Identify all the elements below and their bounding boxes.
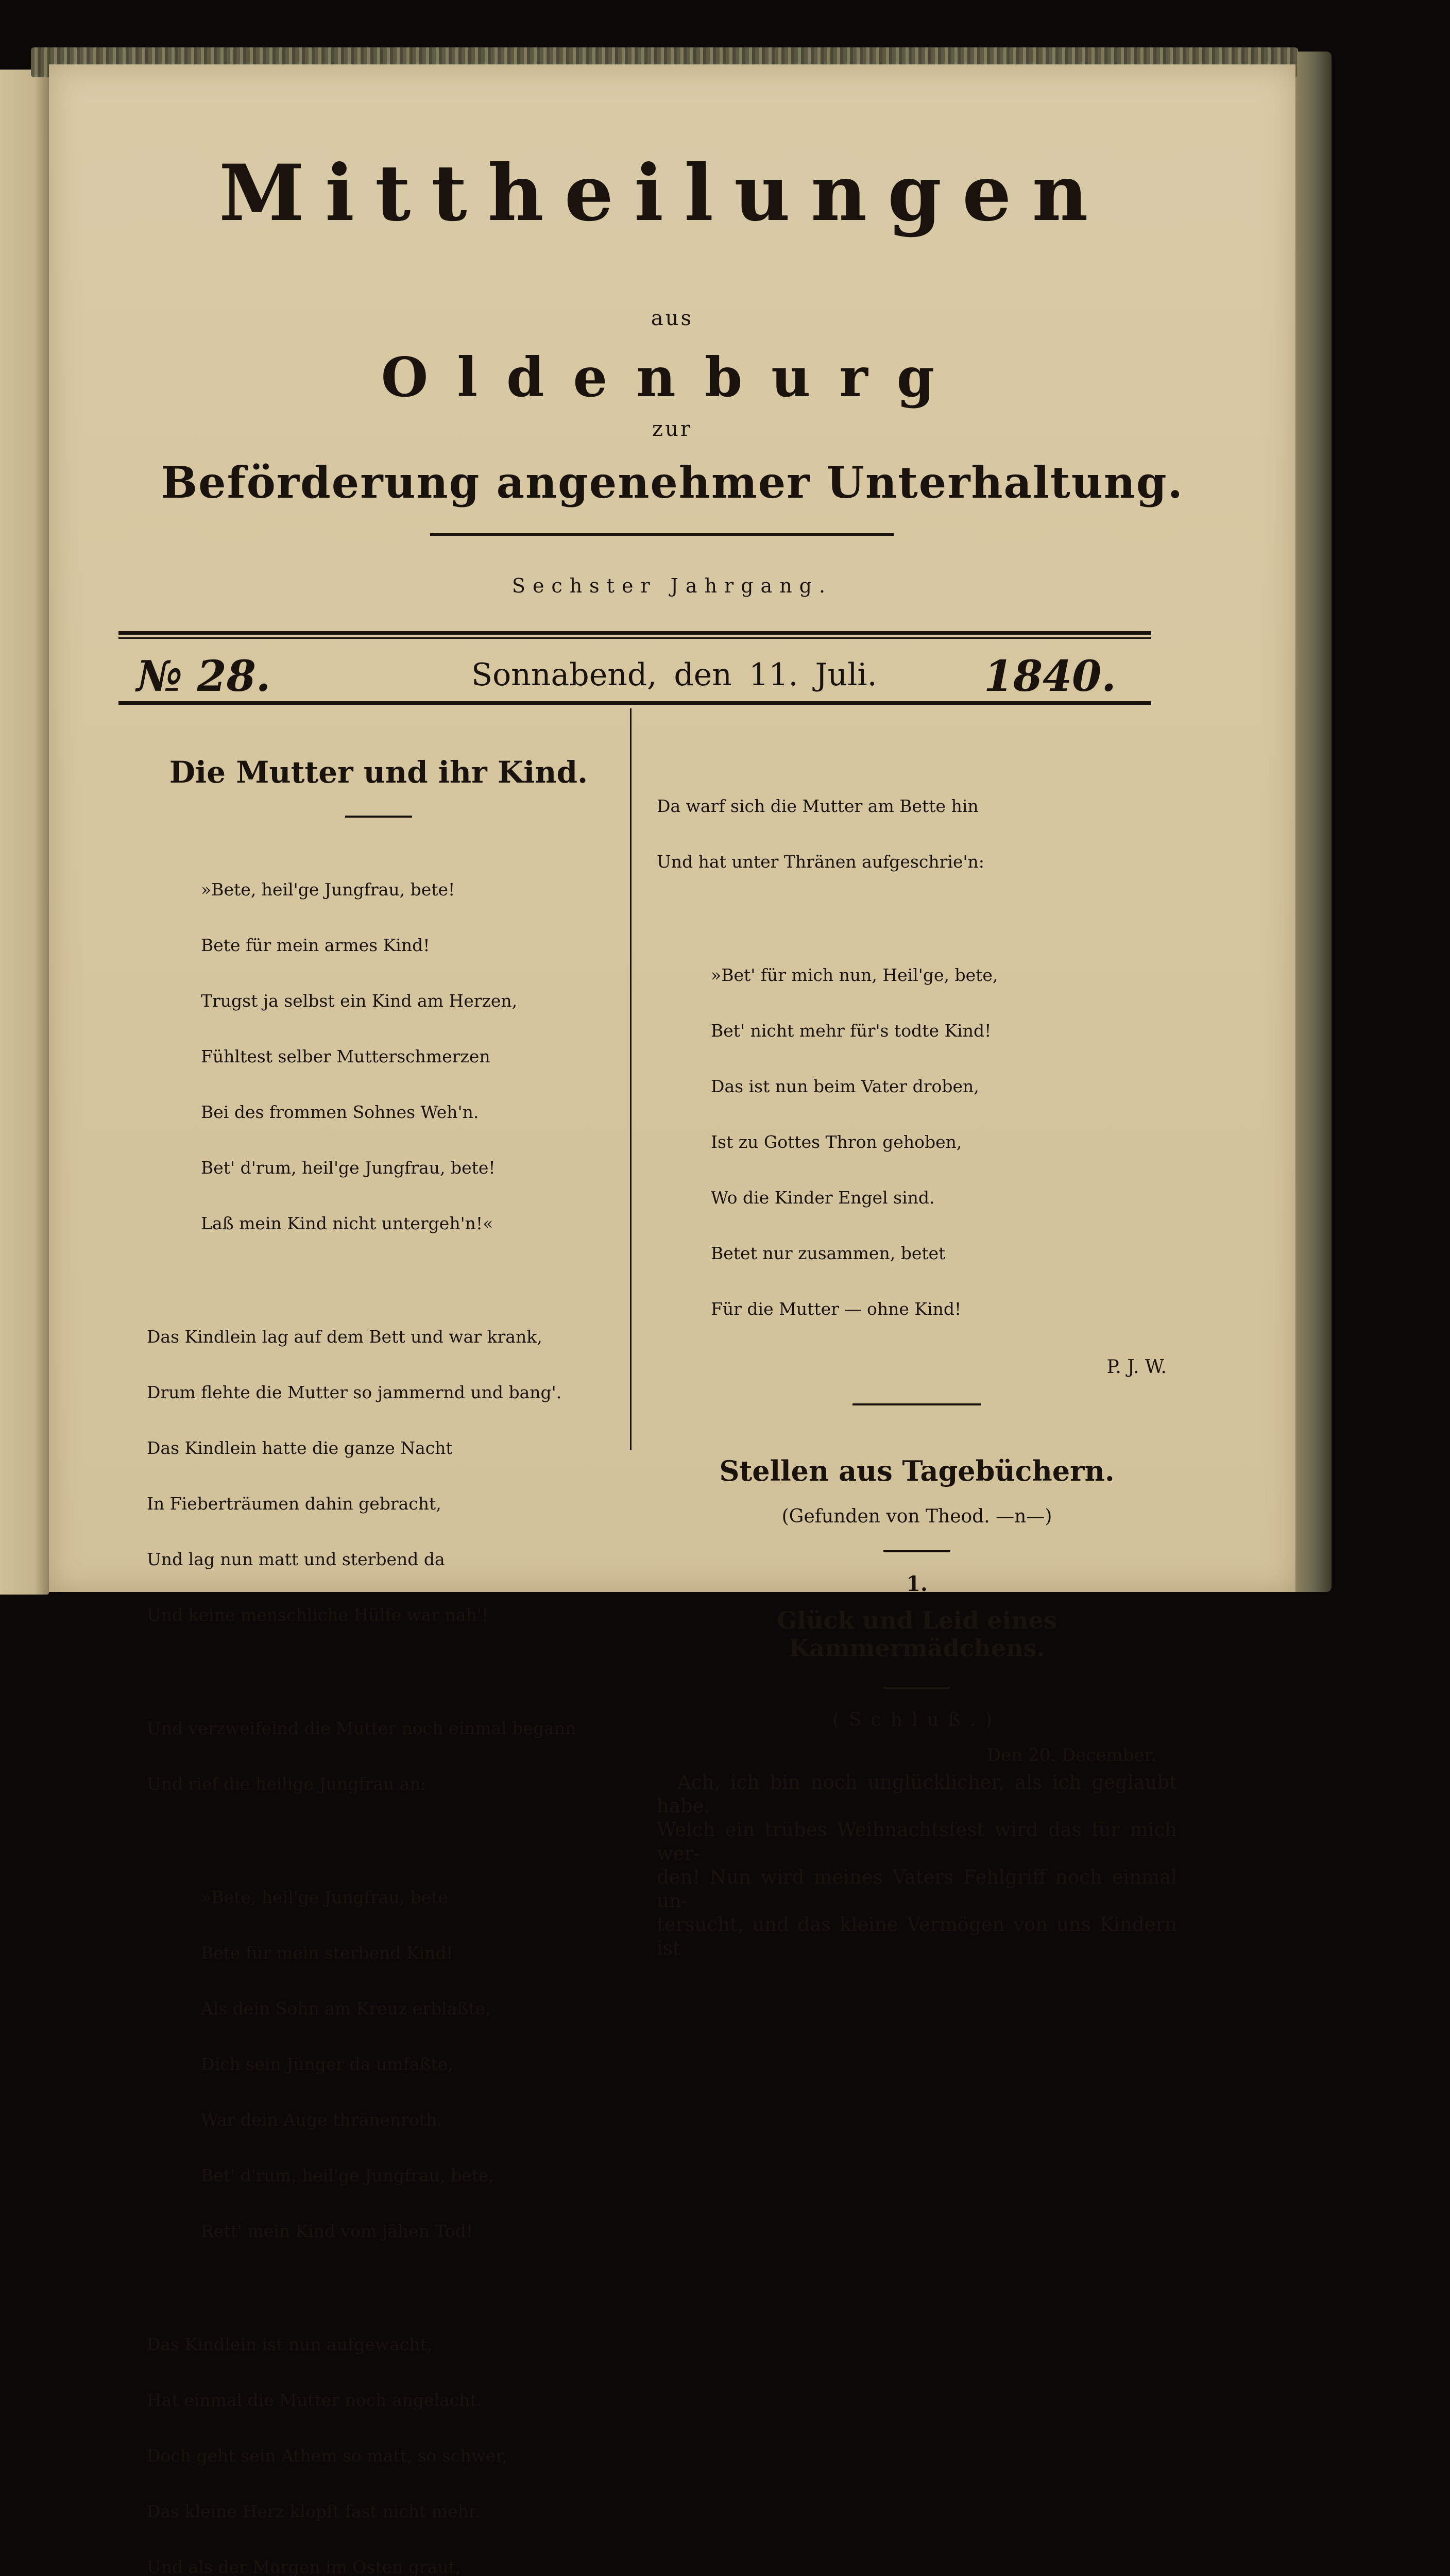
poem-signature: P. J. W. <box>1106 1357 1167 1378</box>
article-byline: (Gefunden von Theod. —n—) <box>781 1506 1052 1527</box>
poem-title: Die Mutter und ihr Kind. <box>169 755 588 790</box>
verse-line: Und hat unter Thränen aufgeschrie'n: <box>657 852 984 872</box>
verse-line: In Fieberträumen dahin gebracht, <box>147 1494 441 1514</box>
verse-line: Laß mein Kind nicht untergeh'n!« <box>201 1213 493 1233</box>
poem-stanza-4 <box>201 1851 610 2278</box>
verse-line: War dein Auge thränenroth. <box>201 2110 442 2130</box>
verse-line: Bet' d'rum, heil'ge Jungfrau, bete! <box>201 1158 496 1178</box>
verse-line: Das Kindlein lag auf dem Bett und war krank, <box>147 1327 542 1347</box>
issue-number: № 28. <box>137 652 271 701</box>
verse-line: Als dein Sohn am Kreuz erblaßte, <box>201 1998 491 2019</box>
verse-line: Und verzweifelnd die Mutter noch einmal begann <box>147 1718 576 1738</box>
text-line: Ach, ich bin noch unglücklicher, als ich geglaubt habe. <box>657 1771 1177 1817</box>
article-subtitle: Glück und Leid eines Kammermädchens. <box>777 1606 1057 1662</box>
verse-line: Bet' d'rum, heil'ge Jungfrau, bete, <box>201 2165 494 2185</box>
article-body <box>657 1771 1177 1960</box>
masthead-title: Mittheilungen <box>219 148 1109 239</box>
masthead-subtitle: Beförderung angenehmer Unterhaltung. <box>161 457 1184 508</box>
poem-column <box>147 755 610 2576</box>
verse-line: »Bet' für mich nun, Heil'ge, bete, <box>711 965 998 985</box>
continuation-note: (Schluß.) <box>832 1709 1002 1731</box>
verse-line: Rett' mein Kind vom jähen Tod! <box>201 2221 473 2241</box>
verse-line: Fühltest selber Mutterschmerzen <box>201 1046 490 1066</box>
volume-label: Sechster Jahrgang. <box>511 574 833 597</box>
right-column <box>657 760 1177 1960</box>
poem-stanza-6 <box>657 760 1177 908</box>
masthead-from: aus <box>651 307 694 330</box>
verse-line: Und als der Morgen im Osten graut, <box>147 2557 461 2576</box>
text-line: Welch ein trübes Weihnachtsfest wird das für mich wer- <box>657 1819 1177 1865</box>
verse-line: Bei des frommen Sohnes Weh'n. <box>201 1102 479 1122</box>
verse-line: Das Kindlein ist nun aufgewacht, <box>147 2334 433 2354</box>
issue-year: 1840. <box>984 652 1116 701</box>
verse-line: Dich sein Jünger da umfaßte, <box>201 2054 453 2074</box>
issue-date: Sonnabend, den 11. Juli. <box>471 657 877 693</box>
article-number: 1. <box>906 1572 928 1596</box>
verse-line: Bet' nicht mehr für's todte Kind! <box>711 1021 992 1041</box>
masthead-for: zur <box>652 417 692 441</box>
poem-stanza-5 <box>147 2298 610 2576</box>
text-line: tersucht, und das kleine Vermögen von uns Kindern ist <box>657 1913 1177 1959</box>
masthead-place: Oldenburg <box>381 345 964 409</box>
verse-line: Das ist nun beim Vater droben, <box>711 1076 979 1096</box>
verse-line: Betet nur zusammen, betet <box>711 1243 946 1263</box>
verse-line: Und lag nun matt und sterbend da <box>147 1549 445 1569</box>
left-page-edge <box>0 70 49 1595</box>
verse-line: Hat einmal die Mutter noch angelacht. <box>147 2390 483 2410</box>
verse-line: Und rief die heilige Jungfrau an: <box>147 1774 427 1794</box>
issue-rule-bottom <box>118 701 1151 705</box>
text-line: den! Nun wird meines Vaters Fehlgriff noch einmal un- <box>657 1866 1177 1912</box>
poem-stanza-3 <box>147 1682 610 1831</box>
verse-line: Das kleine Herz klopft fast nicht mehr. <box>147 2501 481 2521</box>
verse-line: Für die Mutter — ohne Kind! <box>711 1299 962 1319</box>
issue-rule-top-thin <box>118 637 1151 639</box>
verse-line: »Bete, heil'ge Jungfrau, bete <box>201 1887 449 1907</box>
column-divider <box>630 708 632 1450</box>
poem-stanza-1 <box>201 843 610 1270</box>
article-rule <box>883 1550 950 1552</box>
section-rule <box>852 1403 981 1405</box>
poem-stanza-2 <box>147 1291 610 1662</box>
verse-line: Drum flehte die Mutter so jammernd und bang'. <box>147 1382 562 1402</box>
verse-line: Bete für mein armes Kind! <box>201 935 430 955</box>
issue-rule-top <box>118 631 1151 635</box>
verse-line: Da warf sich die Mutter am Bette hin <box>657 796 979 816</box>
poem-title-rule <box>345 816 412 818</box>
verse-line: Das Kindlein hatte die ganze Nacht <box>147 1438 453 1458</box>
poem-stanza-7 <box>711 929 1177 1355</box>
verse-line: Wo die Kinder Engel sind. <box>711 1188 935 1208</box>
subtitle-rule <box>883 1687 950 1689</box>
verse-line: Bete für mein sterbend Kind! <box>201 1943 453 1963</box>
verse-line: »Bete, heil'ge Jungfrau, bete! <box>201 879 455 900</box>
article-title: Stellen aus Tagebüchern. <box>719 1454 1115 1487</box>
newspaper-page <box>49 64 1295 2576</box>
verse-line: Ist zu Gottes Thron gehoben, <box>711 1132 962 1152</box>
masthead-rule <box>430 533 894 536</box>
verse-line: Und keine menschliche Hülfe war nah'! <box>147 1605 489 1625</box>
verse-line: Trugst ja selbst ein Kind am Herzen, <box>201 991 518 1011</box>
entry-dateline: Den 20. December. <box>987 1745 1156 1766</box>
verse-line: Doch geht sein Athem so matt, so schwer, <box>147 2446 508 2466</box>
